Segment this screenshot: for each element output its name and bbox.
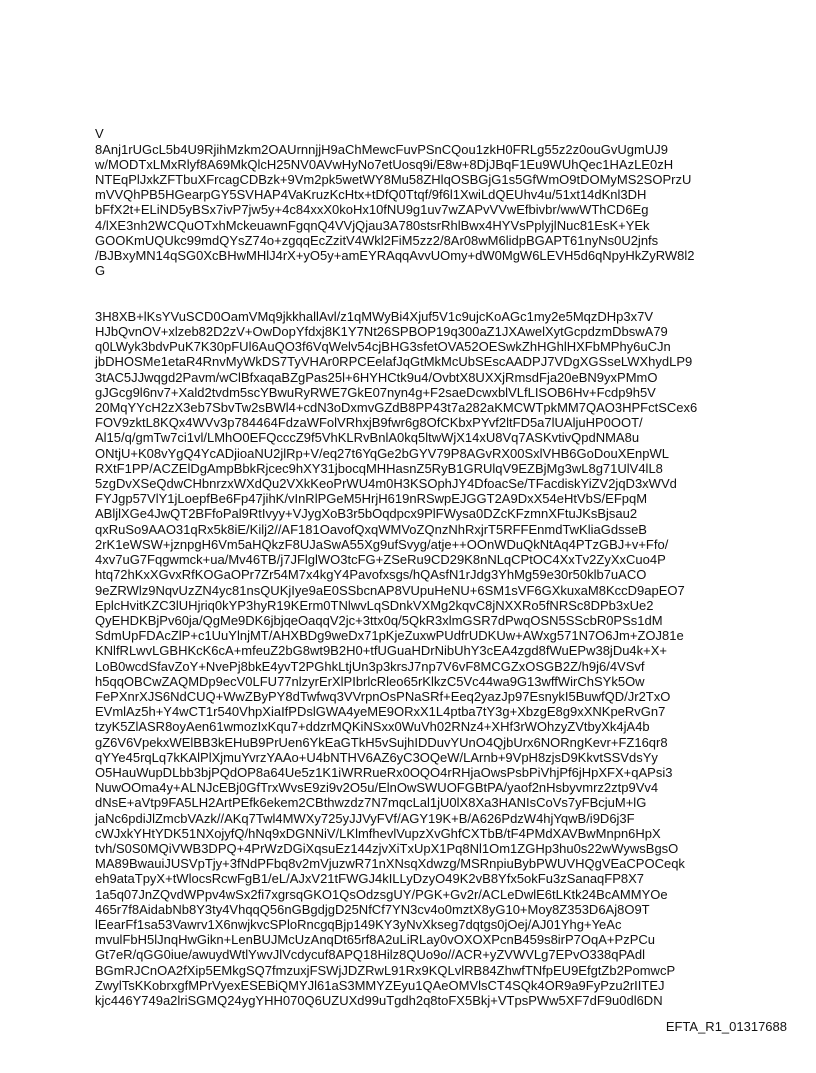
text-line: w/MODTxLMxRlyf8A69MkQlcH25NV0AVwHyNo7etUosq9i/E8w+8DjJBqF1Eu9WUhQec1HAzLE0zH [95,156,674,172]
text-line: tvh/S0S0MQiVWB3DPQ+4PrWzDGiXqsuEz144zjvXiTxUpX1Pq8Nl1Om1ZGHp3hu0s22wWywsBgsO [95,840,679,856]
text-line: 3tAC5JJwqgd2Pavm/wClBfxaqaBZgPas25l+6HYHCtk9u4/OvbtX8UXXjRmsdFja20eBN9yxPMmO [95,369,658,385]
text-block-1 [95,126,795,278]
text-line: MA89BwauiJUSVpTjy+3fNdPFbq8v2mVjuzwR71nXNsqXdwzg/MSRnpiuBybPWUVHQgVEaCPOCeqk [95,856,685,872]
text-line: 4/lXE3nh2WCQuOTxhMckeuawnFgqnQ4VVjQjau3A780stsrRhlBwx4HYVsPplyjlNuc81EsK+YEk [95,217,650,233]
text-line: 9eZRWlz9NqvUzZN4yc81nsQUKjIye9aE0SSbcnAP8VUpuHeNU+6SM1sVF6GXkuxaM8KccD9apEO7 [95,582,685,598]
text-line: FePXnrXJS6NdCUQ+WwZByPY8dTwfwq3VVrpnOsPNaSRf+Eeq2yazJp97EsnykI5BuwfQD/Jr2TxO [95,688,671,704]
text-line: dNsE+aVtp9FA5LH2ArtPEfk6ekem2CBthwzdz7N7mqcLal1jU0lX8Xa3HANIsCoVs7yFBcjuM+lG [95,795,647,811]
text-line: GOOKmUQUkc99mdQYsZ74o+zgqqEcZzitV4Wkl2FiM5zz2/8Ar08wM6lidpBGAPT61nyNs0U2jnfs [95,232,659,248]
text-line: HJbQvnOV+xlzeb82D2zV+OwDopYfdxj8K1Y7Nt26SPBOP19q300aZ1JXAwelXytGcpdzmDbswA79 [95,324,668,340]
text-line: FOV9zktL8KQx4WVv3p784464FdzaWFolVRhxjB9fwr6g8OfCKbxPYvf2ltFD5a7lUAljuHP0OOT/ [95,415,643,431]
text-line: lEearFf1sa53Vawrv1X6nwjkvcSPloRncgqBjp149KY3yNvXkseg7dqtgs0jOej/AJ01Yhg+YeAc [95,916,622,932]
text-line: q0LWyk3bdvPuK7K30pFUl6AuQO3f6VqWelv54cjBHG3sfetOVA52OESwkZhHGhlHXFbMPhy6uCJn [95,339,671,355]
text-line: 465r7f8AidabNb8Y3ty4VhqqQ56nGBgdjgD25NfCf7YN3cv4o0mztX8yG10+Moy8Z353D6Aj8O9T [95,901,650,917]
text-line: BGmRJCnOA2fXip5EMkgSQ7fmzuxjFSWjJDZRwL91Rx9KQLvlRB84ZhwfTNfpEU9EfgtZb2PomwcP [95,962,676,978]
document-id-footer: EFTA_R1_01317688 [665,1019,787,1034]
text-line: KNlfRLwvLGBHKcK6cA+mfeuZ2bG8wt9B2H0+tfUGuaHDrNibUhY3cEA4zgd8fWuEPw38jDu4k+X+ [95,643,668,659]
text-line: RXtF1PP/ACZElDgAmpBbkRjcec9hXY31jbocqMHHasnZ5RyB1GRUlqV9EZBjMg3wL8g71UlV4lL8 [95,460,663,476]
text-line: qxRuSo9AAO31qRx5k8iE/Kilj2//AF181OavofQxqWMVoZQnzNhRxjrT5RFFEnmdTwKliaGdsseB [95,521,647,537]
text-line: mVVQhPB5HGearpGY5SVHAP4VaKruzKcHtx+tDfQ0Ttqf/9f6l1XwiLdQEUhv4u/51xt14dKnl3DH [95,187,647,203]
text-line: G [95,263,106,279]
text-line: LoB0wcdSfavZoY+NvePj8bkE4yvT2PGhkLtjUn3p3krsJ7np7V6vF8MCGZxOSGB2Z/h9j6/4VSvf [95,658,645,674]
text-line: NTEqPlJxkZFTbuXFrcagCDBzk+9Vm2pk5wetWY8Mu58ZHlqOSBGjG1s5GfWmO9tDOMyMS2SOPrzU [95,172,692,188]
text-line: /BJBxyMN14qSG0XcBHwMHlJ4rX+yO5y+amEYRAqqAvvUOmy+dW0MgW6LEVH5d6qNpyHkZyRW8l2 [95,248,695,264]
text-line: 2rK1eWSW+jznpgH6Vm5aHQkzF8UJaSwA55Xg9ufSvyg/atje++OOnWDuQkNtAq4PTzGBJ+v+Ffo/ [95,536,669,552]
text-line: QyEHDKBjPv60ja/QgMe9DK6jbjqeOaqqV2jc+3ttx0q/5QkR3xlmGSR7dPwqOSN5SScbR0PSs1dM [95,612,663,628]
text-line: gZ6V6VpekxWElBB3kEHuB9PrUen6YkEaGTkH5vSujhIDDuvYUnO4QjbUrx6NORngKevr+FZ16qr8 [95,734,668,750]
text-line: SdmUpFDAcZlP+c1UuYlnjMT/AHXBDg9weDx71pKjeZuxwPUdfrUDKUw+AWxg571N7O6Jm+ZOJ81e [95,628,684,644]
text-line: 4xv7uG7Fqgwmck+ua/Mv46TB/j7JFlglWO3tcFG+ZSeRu9CD29K8nNLqCPtOC4XxTv2ZyXxCuo4P [95,552,666,568]
text-line: ONtjU+K08vYgQ4YcADjioaNU2jlRp+V/eq27t6YqGe2bGYV79P8AGvRX00SxlVHB6GoDouXEnpWL [95,445,669,461]
text-line: bFfX2t+ELiND5yBSx7ivP7jw5y+4c84xxX0koHx10fNU9g1uv7wZAPvVVwEfbivbr/wwWThCD6Eg [95,202,649,218]
text-line: V [95,126,104,142]
text-line: jbDHOSMe1etaR4RnvMyWkDS7TyVHAr0RPCEelafJqGtMkMcUbSEscAADPJ7VDgXGSseLWXhydLP9 [95,354,693,370]
text-line: 8Anj1rUGcL5b4U9RjihMzkm2OAUrnnjjH9aChMewcFuvPSnCQou1zkH0FRLg55z2z0ouGvUgmUJ9 [95,141,668,157]
text-line: jaNc6pdiJlZmcbVAzk//AKq7Twl4MWXy725yJJVyFVf/AGY19K+B/A626PdzW4hjYqwB/i9D6j3F [95,810,635,826]
text-line: 5zgDvXSeQdwCHbnrzxWXdQu2VXkKeoPrWU4m0H3KSOphJY4DfoacSe/TFacdiskYiZV2jqD3xWVd [95,476,677,492]
text-line: 20MqYYcH2zX3eb7SbvTw2sBWl4+cdN3oDxmvGZdB8PP43t7a282aKMCWTpkMM7QAO3HPFctSCex6 [95,400,698,416]
text-line: htq72hKxXGvxRfKOGaOPr7Zr54M7x4kgY4Pavofxsgs/hQAsfN1rJdg3YhMg59e30r50klb7uACO [95,567,647,583]
text-line: 3H8XB+lKsYVuSCD0OamVMq9jkkhallAvl/z1qMWyBi4Xjuf5V1c9ujcKoAGc1my2e5MqzDHp3x7V [95,308,654,324]
text-line: tzyK5ZlASR8oyAen61wmozIxKqu7+ddzrMQKiNSxx0WuVh02RNz4+XHf3rWOhzyZVtbyXk4jA4b [95,719,650,735]
text-line: gJGcg9l6nv7+Xald2tvdm5scYBwuRyRWE7GkE07nyn4g+F2saeDcwxblVLfLISOB6Hv+Fcdp9h5V [95,384,656,400]
text-line: O5HauWupDLbb3bjPQdOP8a64Ue5z1K1iWRRueRx0OQO4rRHjaOwsPsbPiVhjPf6jHpXFX+qAPsi3 [95,764,673,780]
text-line: ABljlXGe4JwQT2BFfoPal9RtIvyy+VJygXoB3r5bOqdpcx9PlFWysa0DZcKFzmnXFtuJKsBjsau2 [95,506,638,522]
text-line: h5qqOBCwZAQMDp9ecV0LFU77nlzyrErXlPIbrlcRleo65rKlkzC5Vc44wa9G13wffWirChSYk5Ow [95,673,645,689]
text-line: qYYe45rqLq7kKAlPlXjmuYvrzYAAo+U4bNTHV6AZ6yC3OQeW/LArnb+9VpH8zjsD9KkvtSSVdsYy [95,749,658,765]
text-line: mvulFbH5lJnqHwGikn+LenBUJMcUzAnqDt65rf8A2uLiRLay0vOXOXPcnB459s8irP7OqA+PzPCu [95,932,655,948]
text-line: cWJxkYHtYDK51NXojyfQ/hNq9xDGNNiV/LKlmfhevlVupzXvGhfCXTbB/tF4PMdXAVBwMnpn6HpX [95,825,661,841]
text-line: EVmlAz5h+Y4wCT1r540VhpXiaIfPDslGWA4yeME9ORxX1L4ptba7tY3g+XbzgE8g9xXNKpeRvGn7 [95,704,666,720]
text-line: Al15/q/gmTw7ci1vl/LMhO0EFQcccZ9f5VhKLRvBnlA0kq5ltwWjX14xU8Vq7ASKvtivQpdNMA8u [95,430,640,446]
text-line: 1a5q07JnZQvdWPpv4wSx2fi7xgrsqGKO1QsOdzsgUY/PGK+Gv2r/ACLeDwlE6tLKtk24BcAMMYOe [95,886,668,902]
text-block-2 [95,309,795,1008]
text-line: EplcHvitKZC3lUHjriq0kYP3hyR19KErm0TNlwvLqSDnkVXMg2kqvC8jNXXRo5fNRSc8DPb3xUe2 [95,597,654,613]
text-line: ZwylTsKKobrxgfMPrVyexESEBiQMYJl61aS3MMYZEyu1QAeOMVlsCT4SQk4OR9a9FyPzu2rIITEJ [95,977,665,993]
text-line: kjc446Y749a2lriSGMQ24ygYHH070Q6UZUXd99uTgdh2q8toFX5Bkj+VTpsPWw5XF7dF9u0dl6DN [95,992,663,1008]
text-line: eh9ataTpyX+tWlocsRcwFgB1/eL/AJxV21tFWGJ4kILLyDzyO49K2vB8Yfx5okFu3zSanaqFP8X7 [95,871,645,887]
text-line: NuwOOma4y+ALNJcEBj0GfTrxWvsE9zi9v2O5u/ElnOwSWUOFGBtPA/yaof2nHsbyvmrz2ztp9Vv4 [95,780,659,796]
text-line: Gt7eR/qGG0iue/awuydWtlYwvJlVcdycuf8APQ18Hilz8QUo9o//ACR+yZVWVLg7EPvO338qPAdl [95,947,645,963]
text-line: FYJgp57VlY1jLoepfBe6Fp47jihK/vInRlPGeM5HrjH619nRSwpEJGGT2A9DxX54eHtVbS/EFpqM [95,491,648,507]
encoded-text-body [95,96,795,1039]
